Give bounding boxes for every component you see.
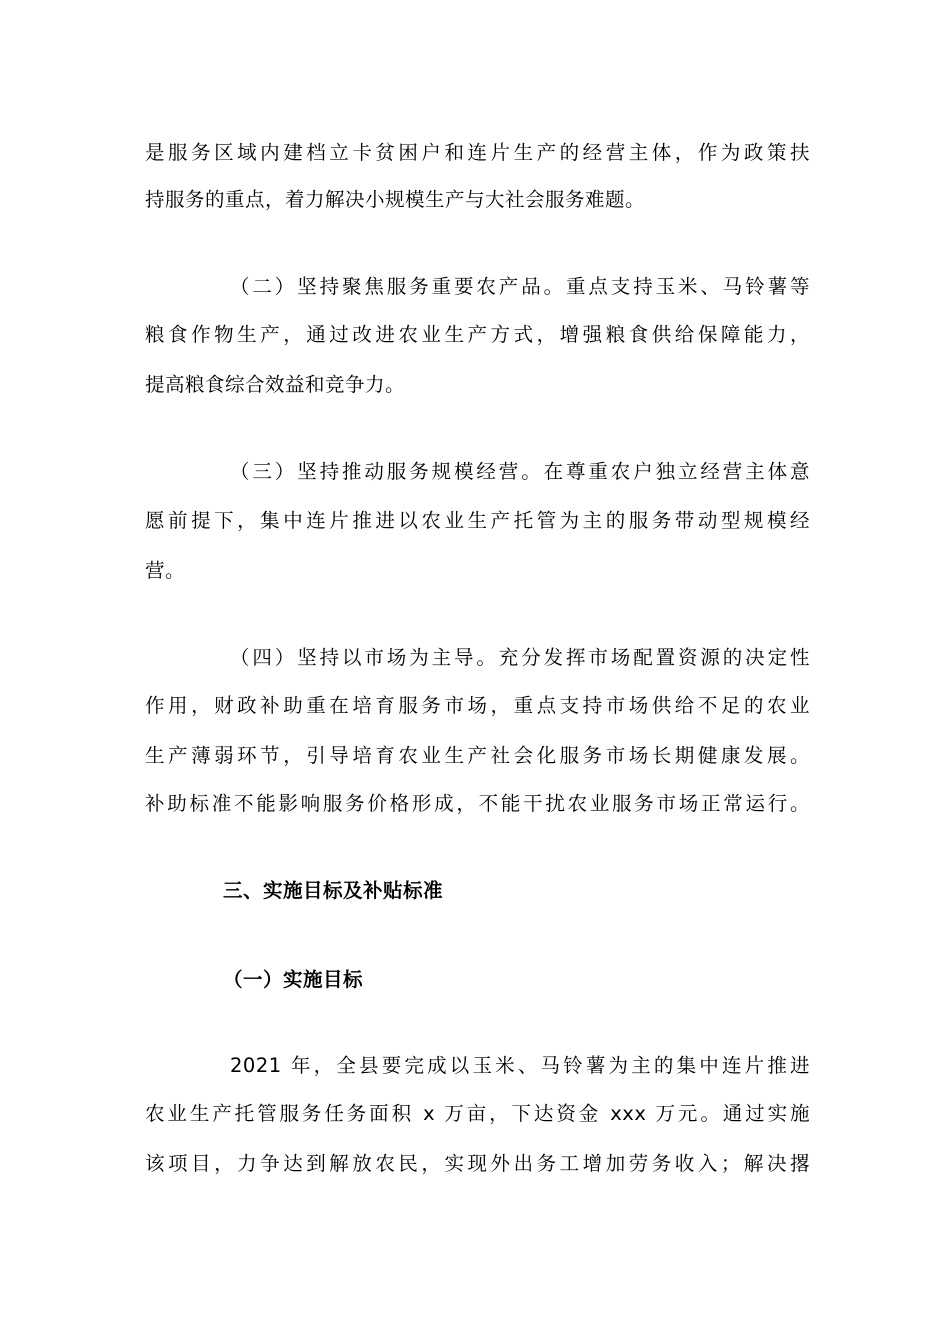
paragraph-4-line-2: 作用，财政补助重在培育服务市场，重点支持市场供给不足的农业 [145, 694, 810, 717]
paragraph-4-line-1: （四）坚持以市场为主导。充分发挥市场配置资源的决定性 [230, 646, 810, 669]
paragraph-3-line-2: 愿前提下，集中连片推进以农业生产托管为主的服务带动型规模经 [145, 509, 810, 532]
paragraph-3-line-3: 营。 [145, 559, 186, 582]
paragraph-5-line-2: 农业生产托管服务任务面积 x 万亩，下达资金 xxx 万元。通过实施 [145, 1102, 810, 1125]
paragraph-2-line-2: 粮食作物生产，通过改进农业生产方式，增强粮食供给保障能力， [145, 323, 810, 346]
subsection-heading: （一）实施目标 [223, 968, 364, 991]
paragraph-1-line-2: 持服务的重点，着力解决小规模生产与大社会服务难题。 [145, 188, 646, 211]
paragraph-1-line-1: 是服务区域内建档立卡贫困户和连片生产的经营主体，作为政策扶 [145, 141, 810, 164]
paragraph-5-line-3: 该项目，力争达到解放农民，实现外出务工增加劳务收入；解决撂 [145, 1152, 810, 1175]
paragraph-4-line-4: 补助标准不能影响服务价格形成，不能干扰农业服务市场正常运行。 [145, 792, 810, 815]
paragraph-5-line-1: 2021 年，全县要完成以玉米、马铃薯为主的集中连片推进 [230, 1054, 810, 1077]
paragraph-2-line-1: （二）坚持聚焦服务重要农产品。重点支持玉米、马铃薯等 [230, 275, 810, 298]
paragraph-4-line-3: 生产薄弱环节，引导培育农业生产社会化服务市场长期健康发展。 [145, 744, 810, 767]
paragraph-3-line-1: （三）坚持推动服务规模经营。在尊重农户独立经营主体意 [230, 460, 810, 483]
paragraph-2-line-3: 提高粮食综合效益和竞争力。 [145, 373, 406, 396]
section-heading: 三、实施目标及补贴标准 [223, 879, 444, 902]
